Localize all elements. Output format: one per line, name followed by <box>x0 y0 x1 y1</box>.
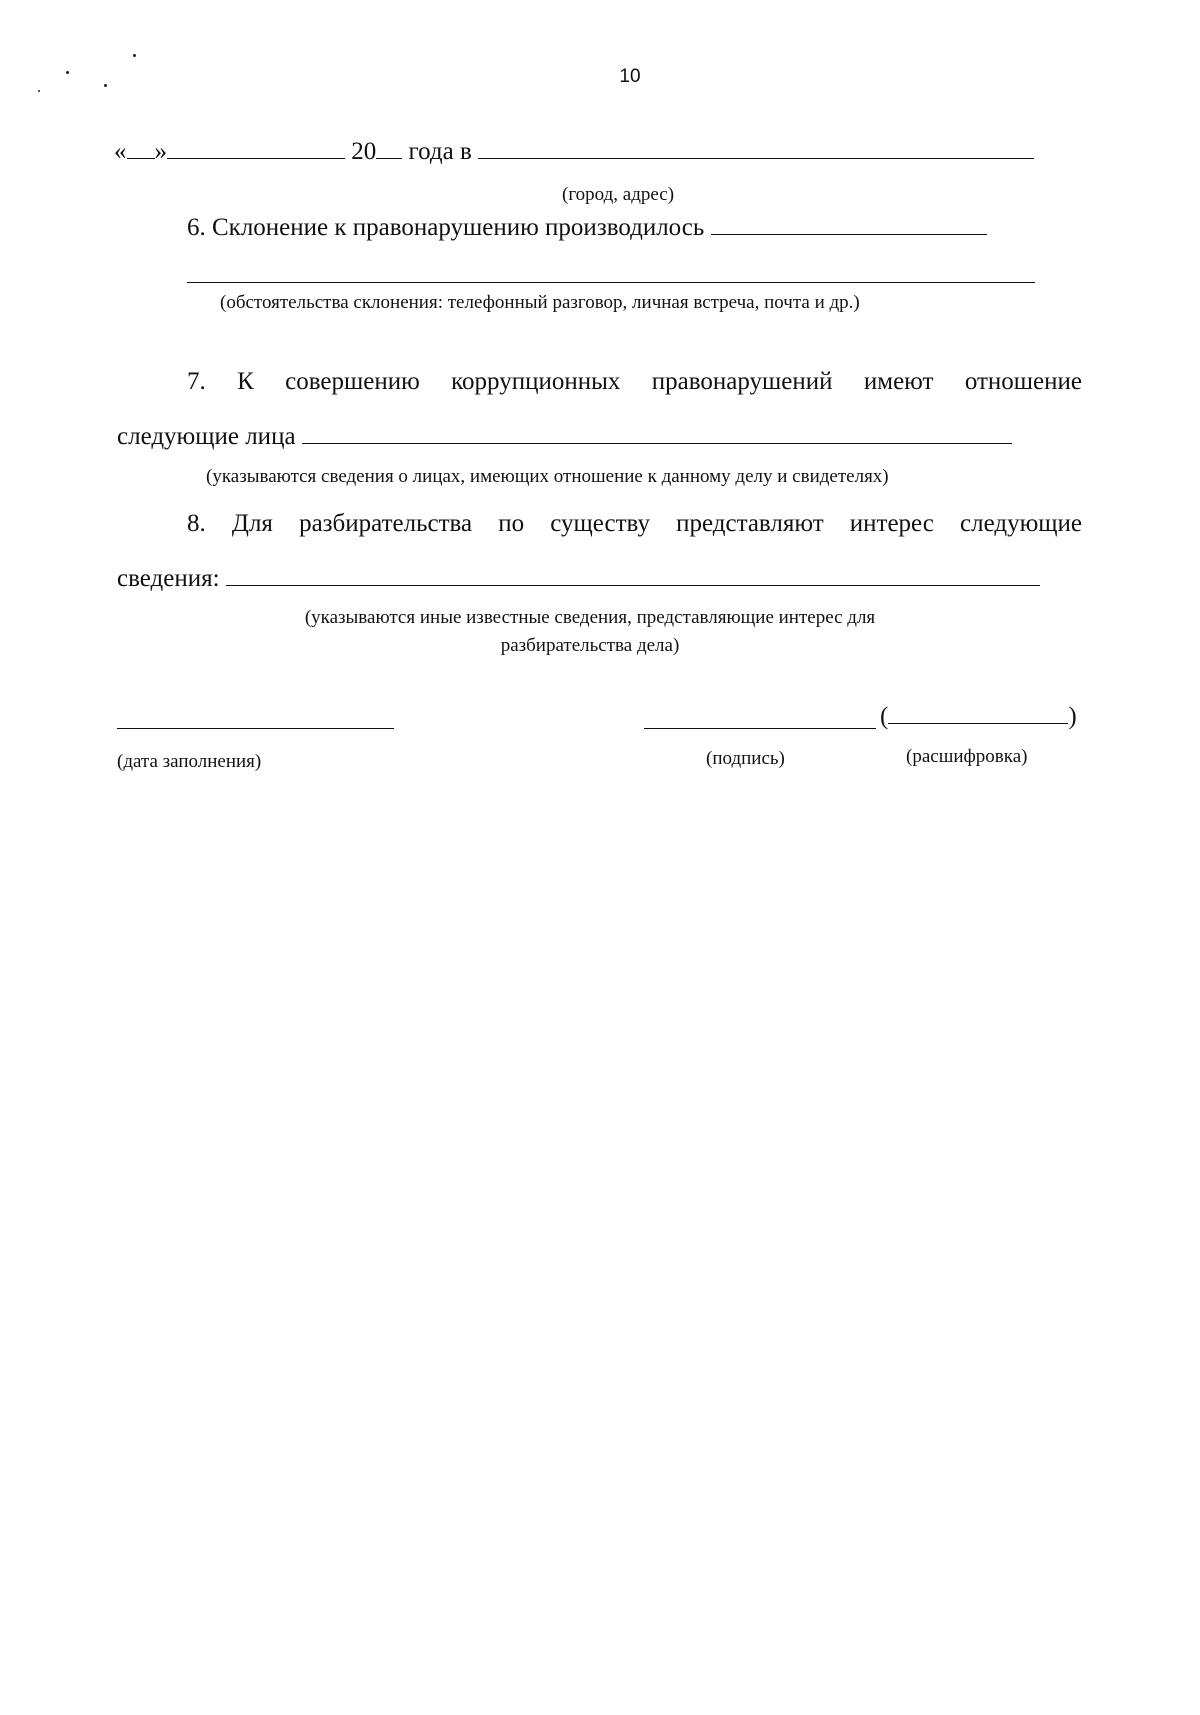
item8-hint-line2: разбирательства дела) <box>500 635 680 656</box>
item8-line2 <box>117 563 1040 594</box>
month-field[interactable] <box>167 136 345 159</box>
item8-hint-line1: (указываются иные известные сведения, представляющие интерес для <box>304 607 876 628</box>
item8-field[interactable] <box>226 563 1040 586</box>
decode-label: (расшифровка) <box>906 746 1028 767</box>
decode-field[interactable] <box>888 701 1068 724</box>
year-prefix: 20 <box>351 138 377 165</box>
item7-field[interactable] <box>302 421 1012 444</box>
item8-text-line2: сведения: <box>117 565 220 592</box>
item7-line1 <box>187 367 1082 397</box>
item6-line <box>187 212 987 243</box>
city-address-hint: (город, адрес) <box>562 184 675 205</box>
signature-label: (подпись) <box>706 748 785 769</box>
scan-speck <box>133 54 136 57</box>
open-quote: « <box>114 138 127 165</box>
scan-speck <box>38 90 40 92</box>
item6-field[interactable] <box>711 212 987 235</box>
city-address-field[interactable] <box>478 136 1034 159</box>
item7-line2 <box>117 421 1012 452</box>
signature-field[interactable] <box>644 728 876 729</box>
close-paren: ) <box>1068 703 1077 730</box>
item6-field-continued[interactable] <box>187 282 1035 283</box>
item6-text: 6. Склонение к правонарушению производилось <box>187 214 705 241</box>
open-paren: ( <box>880 703 889 730</box>
year-field[interactable] <box>376 136 402 159</box>
date-place-line <box>114 136 1034 167</box>
item6-hint: (обстоятельства склонения: телефонный разговор, личная встреча, почта и др.) <box>220 292 860 313</box>
date-filled-field[interactable] <box>117 728 394 729</box>
close-quote: » <box>154 138 167 165</box>
item7-hint: (указываются сведения о лицах, имеющих отношение к данному делу и свидетелях) <box>206 466 889 487</box>
item7-text-line2: следующие лица <box>117 423 296 450</box>
date-filled-label: (дата заполнения) <box>117 751 262 772</box>
year-suffix: года в <box>408 138 472 165</box>
day-field[interactable] <box>127 136 155 159</box>
item7-text-line1: 7. К совершению коррупционных правонарушений имеют отношение <box>187 368 1082 395</box>
decode-field-row <box>880 701 1077 732</box>
item8-line1 <box>187 509 1082 539</box>
item8-text-line1: 8. Для разбирательства по существу представляют интерес следующие <box>187 510 1082 537</box>
page-number: 10 <box>619 66 641 87</box>
